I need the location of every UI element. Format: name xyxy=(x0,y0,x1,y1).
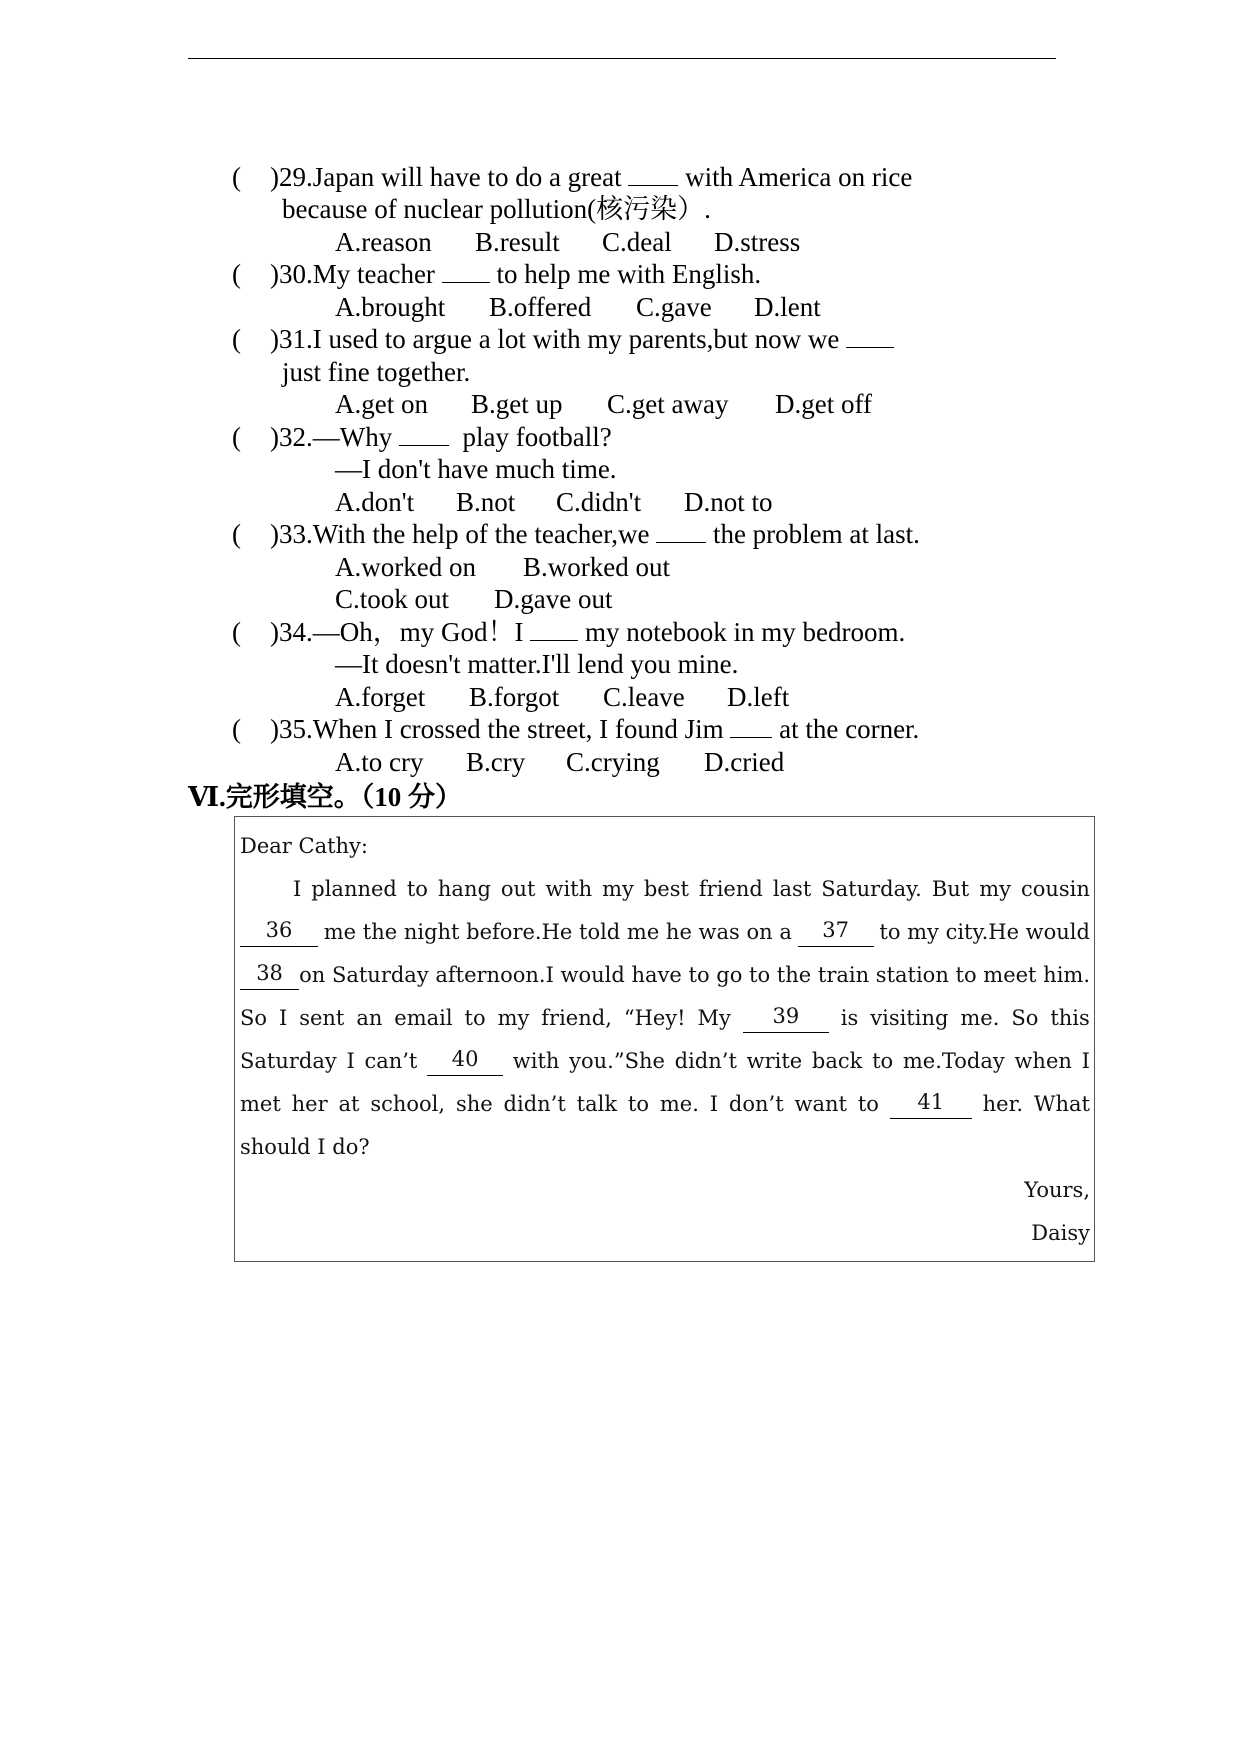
word: her. xyxy=(982,1092,1023,1116)
blank-36[interactable]: 36 xyxy=(240,917,318,947)
option-b[interactable]: B.not xyxy=(456,487,516,517)
question-32-options xyxy=(335,486,773,519)
word: last xyxy=(772,877,812,901)
word: to xyxy=(872,1049,894,1073)
letter-line-2 xyxy=(240,917,1090,947)
question-text-after: my notebook in my bedroom. xyxy=(578,617,906,647)
word: I xyxy=(709,1092,719,1116)
question-33-options-row2 xyxy=(335,583,612,616)
question-34 xyxy=(232,616,905,649)
question-29-options xyxy=(335,226,800,259)
answer-blank xyxy=(399,423,449,446)
answer-blank xyxy=(628,163,678,186)
word: planned xyxy=(311,877,397,901)
blank-37[interactable]: 37 xyxy=(798,917,874,947)
word: talk xyxy=(576,1092,618,1116)
word: to xyxy=(406,877,428,901)
word: best xyxy=(643,877,689,901)
answer-blank xyxy=(530,618,578,641)
question-32 xyxy=(232,421,612,454)
word: to xyxy=(857,1092,879,1116)
word: Saturday xyxy=(240,1049,337,1073)
option-c[interactable]: C.gave xyxy=(636,292,712,322)
word: her xyxy=(291,1092,328,1116)
blank-39[interactable]: 39 xyxy=(743,1003,829,1033)
option-c[interactable]: C.get away xyxy=(607,389,729,419)
section-title: Ⅵ.完形填空。（10 分） xyxy=(188,782,463,812)
word: write xyxy=(746,1049,803,1073)
header-rule xyxy=(188,58,1056,59)
word: you.”She xyxy=(569,1049,665,1073)
word: my xyxy=(979,877,1011,901)
answer-paren[interactable]: ( xyxy=(232,519,241,549)
word: met xyxy=(240,1092,281,1116)
word: at xyxy=(338,1092,360,1116)
option-d[interactable]: D.lent xyxy=(754,292,821,322)
letter-signature: Daisy xyxy=(1031,1221,1090,1245)
word: hang xyxy=(437,877,491,901)
question-29 xyxy=(232,161,912,194)
answer-paren[interactable]: ( xyxy=(232,714,241,744)
word: with xyxy=(512,1049,560,1073)
word: school, xyxy=(370,1092,446,1116)
option-a[interactable]: A.worked on xyxy=(335,552,476,582)
question-text-after: to help me with English. xyxy=(489,259,762,289)
question-text-after: with America on rice xyxy=(678,162,913,192)
question-34-options xyxy=(335,681,789,714)
letter-closing: Yours, xyxy=(1024,1178,1090,1202)
word: me. xyxy=(659,1092,699,1116)
question-29-continuation: because of nuclear pollution(核污染）. xyxy=(282,194,711,224)
word: friend, xyxy=(541,1006,612,1030)
letter-line-6 xyxy=(240,1089,1090,1119)
word: this xyxy=(1050,1006,1090,1030)
option-c[interactable]: C.deal xyxy=(602,227,672,257)
word: visiting xyxy=(870,1006,949,1030)
option-b[interactable]: B.worked out xyxy=(523,552,670,582)
question-text: )32.—Why xyxy=(270,422,399,452)
word: I xyxy=(1081,1049,1090,1073)
question-35-options xyxy=(335,746,784,779)
question-31-continuation: just fine together. xyxy=(282,357,471,387)
option-a[interactable]: A.brought xyxy=(335,292,446,322)
option-b[interactable]: B.offered xyxy=(489,292,592,322)
option-c[interactable]: C.crying xyxy=(566,747,660,777)
answer-blank xyxy=(442,260,490,283)
word: But xyxy=(931,877,970,901)
answer-blank xyxy=(730,715,772,738)
answer-paren[interactable]: ( xyxy=(232,162,241,192)
option-d[interactable]: D.cried xyxy=(704,747,785,777)
question-32-continuation: —I don't have much time. xyxy=(335,454,617,484)
word: email xyxy=(394,1006,453,1030)
word: cousin xyxy=(1020,877,1090,901)
word: I xyxy=(346,1049,355,1073)
option-c[interactable]: C.didn't xyxy=(556,487,642,517)
answer-blank xyxy=(656,520,706,543)
answer-paren[interactable]: ( xyxy=(232,324,241,354)
letter-line-3 xyxy=(240,960,1090,990)
question-text-after: at the corner. xyxy=(772,714,920,744)
word: an xyxy=(356,1006,383,1030)
word: out xyxy=(500,877,536,901)
question-30 xyxy=(232,258,761,291)
letter-line-5 xyxy=(240,1046,1090,1076)
word: is xyxy=(840,1006,859,1030)
option-b[interactable]: B.cry xyxy=(466,747,526,777)
word: “Hey! xyxy=(623,1006,686,1030)
option-a[interactable]: A.to cry xyxy=(335,747,424,777)
option-d[interactable]: D.get off xyxy=(775,389,872,419)
word: didn’t xyxy=(674,1049,737,1073)
letter-line-7: should I do? xyxy=(240,1135,370,1159)
option-b[interactable]: B.result xyxy=(475,227,560,257)
word: My xyxy=(697,1006,731,1030)
word: when xyxy=(1014,1049,1072,1073)
answer-paren[interactable]: ( xyxy=(232,422,241,452)
blank-38[interactable]: 38 xyxy=(240,960,299,990)
word: back xyxy=(811,1049,863,1073)
question-33 xyxy=(232,518,920,551)
word: sent xyxy=(299,1006,345,1030)
question-35 xyxy=(232,713,919,746)
word: I xyxy=(293,877,302,901)
question-text: )35.When I crossed the street, I found Jim xyxy=(270,714,731,744)
blank-40[interactable]: 40 xyxy=(427,1046,503,1076)
word: can’t xyxy=(364,1049,418,1073)
option-d[interactable]: D.not to xyxy=(684,487,773,517)
question-text: )31.I used to argue a lot with my parents,but now we xyxy=(270,324,847,354)
option-b[interactable]: B.forgot xyxy=(469,682,560,712)
question-text-after: the problem at last. xyxy=(706,519,920,549)
word: want xyxy=(794,1092,847,1116)
word: don’t xyxy=(728,1092,784,1116)
letter-text: me the night before.He told me he was on a xyxy=(323,920,792,944)
question-text-after: play football? xyxy=(448,422,612,452)
word: with xyxy=(545,877,593,901)
word: to xyxy=(627,1092,649,1116)
word: didn’t xyxy=(503,1092,566,1116)
question-30-options xyxy=(335,291,821,324)
word: What xyxy=(1033,1092,1090,1116)
question-31-options xyxy=(335,388,872,421)
option-a[interactable]: A.get on xyxy=(335,389,428,419)
word: So xyxy=(240,1006,268,1030)
word: my xyxy=(602,877,634,901)
option-d[interactable]: D.stress xyxy=(714,227,801,257)
word: So xyxy=(1011,1006,1039,1030)
option-a[interactable]: A.reason xyxy=(335,227,432,257)
answer-paren[interactable]: ( xyxy=(232,259,241,289)
word: friend xyxy=(698,877,763,901)
option-b[interactable]: B.get up xyxy=(471,389,563,419)
question-33-options xyxy=(335,551,670,584)
word: me.Today xyxy=(902,1049,1005,1073)
blank-41[interactable]: 41 xyxy=(890,1089,972,1119)
question-text: )33.With the help of the teacher,we xyxy=(270,519,657,549)
question-text: )30.My teacher xyxy=(270,259,442,289)
question-34-continuation: —It doesn't matter.I'll lend you mine. xyxy=(335,649,739,679)
option-c[interactable]: C.leave xyxy=(603,682,685,712)
answer-paren[interactable]: ( xyxy=(232,617,241,647)
word: Saturday. xyxy=(821,877,922,901)
option-c[interactable]: C.took out xyxy=(335,584,450,614)
word: I xyxy=(278,1006,288,1030)
answer-blank xyxy=(846,325,894,348)
word: me. xyxy=(960,1006,1000,1030)
letter-line-1 xyxy=(293,874,1090,904)
option-a[interactable]: A.forget xyxy=(335,682,426,712)
question-text: )34.—Oh，my God！I xyxy=(270,617,531,647)
option-d[interactable]: D.left xyxy=(727,682,790,712)
word: my xyxy=(497,1006,530,1030)
letter-text: to my city.He would xyxy=(879,920,1090,944)
question-text: )29.Japan will have to do a great xyxy=(270,162,629,192)
letter-greeting: Dear Cathy: xyxy=(240,834,368,858)
word: she xyxy=(455,1092,493,1116)
option-a[interactable]: A.don't xyxy=(335,487,415,517)
letter-line-4 xyxy=(240,1003,1090,1033)
letter-text: on Saturday afternoon.I would have to go to the train station to meet him. xyxy=(299,963,1090,987)
option-d[interactable]: D.gave out xyxy=(494,584,613,614)
word: to xyxy=(464,1006,486,1030)
question-31 xyxy=(232,323,894,356)
